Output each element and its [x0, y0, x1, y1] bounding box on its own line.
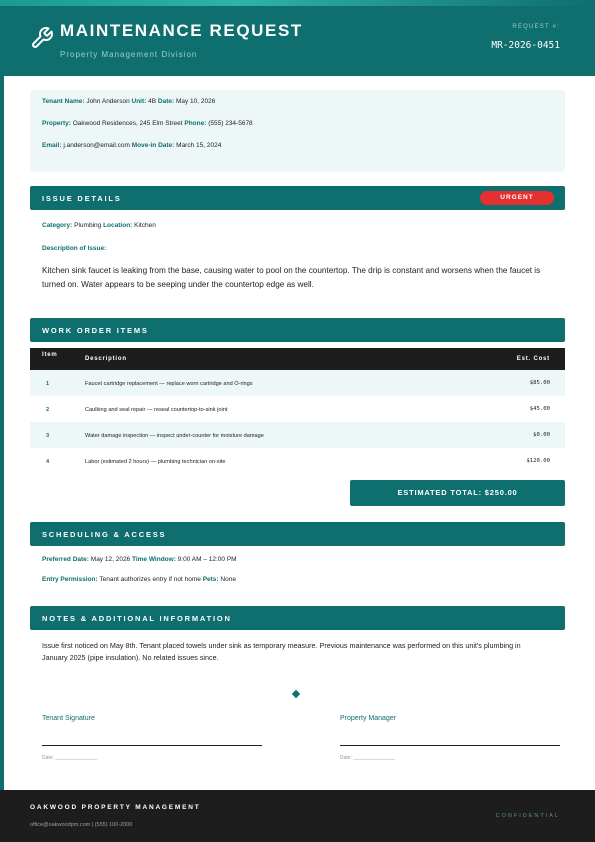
table-row — [30, 370, 565, 396]
notes-title: NOTES & ADDITIONAL INFORMATION — [42, 614, 232, 623]
work-order-header — [30, 318, 565, 342]
column-header-cost: Est. Cost — [516, 356, 550, 362]
time-window-value: 9:00 AM – 12:00 PM — [177, 556, 237, 563]
footer-company: OAKWOOD PROPERTY MANAGEMENT — [30, 804, 201, 811]
footer — [0, 790, 595, 842]
pets-value: None — [220, 576, 236, 583]
urgent-badge: URGENT — [480, 191, 554, 205]
footer-confidential: CONFIDENTIAL — [495, 813, 560, 819]
issue-details-title: ISSUE DETAILS — [42, 194, 122, 203]
table-header — [30, 348, 565, 370]
page-subtitle: Property Management Division — [60, 50, 198, 59]
notes-header — [30, 606, 565, 630]
tenant-info-panel — [30, 90, 565, 172]
row-cost: $85.00 — [529, 380, 550, 386]
property-label: Property: — [42, 120, 71, 127]
phone-value: (555) 234-5678 — [208, 120, 253, 127]
phone-label: Phone: — [184, 120, 207, 127]
row-description: Water damage inspection — inspect under-counter for moisture damage — [85, 433, 264, 439]
row-description: Faucet cartridge replacement — replace worn cartridge and O-rings — [85, 381, 253, 387]
request-number-label: REQUEST #: — [512, 24, 560, 30]
request-number: MR-2026-0451 — [491, 40, 560, 51]
left-accent-bar — [0, 76, 4, 790]
issue-category-line — [42, 222, 156, 229]
scheduling-header — [30, 522, 565, 546]
unit-label: Unit: — [131, 98, 147, 105]
work-order-table — [30, 348, 565, 474]
tenant-name-label: Tenant Name: — [42, 98, 85, 105]
row-item-number: 4 — [46, 459, 50, 465]
tenant-name: John Anderson — [86, 98, 130, 105]
movein-label: Move-in Date: — [131, 142, 175, 149]
row-item-number: 2 — [46, 407, 50, 413]
row-item-number: 3 — [46, 433, 50, 439]
time-window-label: Time Window: — [131, 556, 176, 563]
scheduling-line-1 — [42, 556, 237, 563]
table-row — [30, 448, 565, 474]
preferred-date-value: May 12, 2026 — [90, 556, 131, 563]
date-label: Date: — [157, 98, 175, 105]
issue-description: Kitchen sink faucet is leaking from the base, causing water to pool on the countertop. The drip is constant and worsens when the faucet is turned on. Water appears to be seeping under the countertop edge as well. — [42, 266, 541, 289]
manager-signature-label: Property Manager — [340, 715, 397, 722]
work-order-title: WORK ORDER ITEMS — [42, 326, 149, 335]
tenant-signature-date: Date: _______________ — [42, 755, 98, 761]
row-cost: $120.00 — [526, 458, 550, 464]
row-item-number: 1 — [46, 381, 50, 387]
entry-permission-label: Entry Permission: — [42, 576, 98, 583]
row-cost: $0.00 — [533, 432, 550, 438]
email-value: j.anderson@email.com — [63, 142, 130, 149]
manager-signature-date: Date: _______________ — [340, 755, 396, 761]
location-label: Location: — [103, 222, 133, 229]
table-row — [30, 396, 565, 422]
row-cost: $45.00 — [529, 406, 550, 412]
header-accent-stripe — [0, 0, 595, 6]
issue-details-header — [30, 186, 565, 210]
date-value: May 10, 2026 — [175, 98, 216, 105]
notes-text: Issue first noticed on May 8th. Tenant placed towels under sink as temporary measure. Previous maintenance was performed on this unit's plumbing in January 2025 (pipe insulation). No related issues since. — [42, 641, 521, 662]
tenant-info-line-3 — [42, 142, 221, 149]
page-title: MAINTENANCE REQUEST — [60, 21, 303, 40]
location-value: Kitchen — [134, 222, 156, 229]
preferred-date-label: Preferred Date: — [42, 556, 89, 563]
estimated-total: ESTIMATED TOTAL: $250.00 — [350, 480, 565, 506]
wrench-icon — [30, 26, 54, 50]
tenant-signature-line — [42, 745, 262, 746]
header-bar — [0, 0, 595, 76]
movein-value: March 15, 2024 — [176, 142, 222, 149]
email-label: Email: — [42, 142, 62, 149]
manager-signature-line — [340, 745, 560, 746]
unit-value: 4B — [148, 98, 157, 105]
pets-label: Pets: — [202, 576, 219, 583]
property-value: Oakwood Residences, 245 Elm Street — [72, 120, 183, 127]
entry-permission-value: Tenant authorizes entry if not home — [99, 576, 201, 583]
table-row — [30, 422, 565, 448]
row-description: Caulking and seal repair — reseal countertop-to-sink joint — [85, 407, 228, 413]
column-header-item: Item — [42, 352, 58, 358]
tenant-info-line-2 — [42, 120, 253, 127]
category-label: Category: — [42, 222, 73, 229]
description-label: Description of Issue: — [42, 245, 107, 252]
tenant-signature-label: Tenant Signature — [42, 715, 95, 722]
column-header-description: Description — [85, 356, 127, 362]
row-description: Labor (estimated 2 hours) — plumbing technician on-site — [85, 459, 226, 465]
tenant-info-line-1 — [42, 98, 215, 105]
scheduling-line-2 — [42, 576, 236, 583]
category-value: Plumbing — [74, 222, 102, 229]
divider-diamond — [292, 690, 300, 698]
scheduling-title: SCHEDULING & ACCESS — [42, 530, 167, 539]
footer-contact: office@oakwoodpm.com | (555) 100-2000 — [30, 822, 133, 828]
